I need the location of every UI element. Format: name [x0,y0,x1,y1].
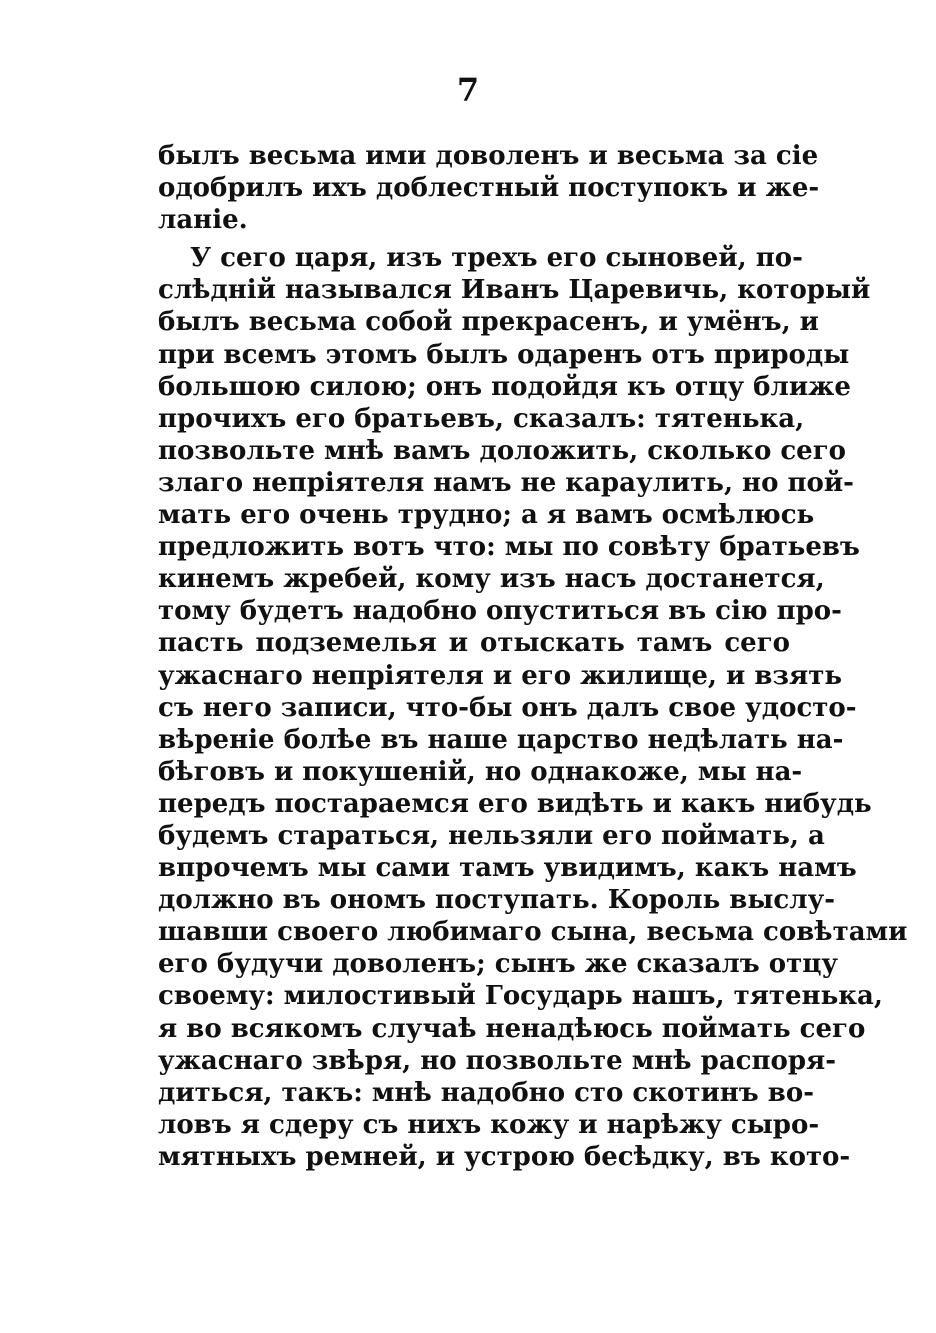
text-line: должно въ ономъ поступать. Король выслу- [158,885,836,916]
page-number: 7 [456,71,480,109]
text-line: большою силою; онъ подойдя къ отцу ближе [158,371,851,402]
body-text [158,140,908,1173]
text-line: мать его очень трудно; а я вамъ осмѣлюсь [158,500,815,531]
text-line: злаго непріятеля намъ не караулить, но пой- [158,467,854,498]
text-line: ланіе. [158,205,248,236]
text-line: ужаснаго звѣря, но позвольте мнѣ распоря- [158,1045,837,1076]
text-line: пасть подземелья и отыскать тамъ сего [158,628,790,659]
text-line: шавши своего любимаго сына, весьма совѣтами [158,917,908,948]
text-line: при всемъ этомъ былъ одаренъ отъ природы [158,339,850,370]
text-line: прочихъ его братьевъ, сказалъ: тятенька, [158,403,805,434]
text-line: впрочемъ мы сами тамъ увидимъ, какъ намъ [158,853,857,884]
text-line: мятныхъ ремней, и устрою бесѣдку, въ кото- [158,1141,851,1172]
text-line: его будучи доволенъ; сынъ же сказалъ отцу [158,949,839,980]
text-line: ужаснаго непріятеля и его жилище, и взять [158,660,842,691]
text-line: предложить вотъ что: мы по совѣту братьевъ [158,532,860,563]
text-line: былъ весьма собой прекрасенъ, и умёнъ, и [158,307,819,338]
text-line: съ него записи, что-бы онъ далъ свое удосто- [158,692,857,723]
text-line: диться, такъ: мнѣ надобно сто скотинъ во- [158,1077,815,1108]
text-line: былъ весьма ими доволенъ и весьма за сіе [158,141,819,171]
text-line: передъ постараемся его видѣть и какъ нибудь [158,788,872,819]
paragraph-1 [158,140,820,236]
text-line: слѣдній назывался Иванъ Царевичь, который [158,275,871,306]
text-line: У сего царя, изъ трехъ его сыновей, по- [190,243,803,274]
text-line: бѣговъ и покушеній, но однакоже, мы на- [158,756,803,787]
text-line: ловъ я сдеру съ нихъ кожу и нарѣжу сыро- [158,1109,820,1140]
text-line: вѣреніе болѣе въ наше царство недѣлать на- [158,724,844,755]
paragraph-2 [158,242,908,1173]
text-line: я во всякомъ случаѣ ненадѣюсь поймать сего [158,1013,866,1044]
text-line: кинемъ жребей, кому изъ насъ достанется, [158,564,825,595]
text-line: тому будетъ надобно опуститься въ сію про- [158,596,842,627]
text-line: своему: милостивый Государь нашъ, тятенька, [158,981,883,1012]
text-line: одобрилъ ихъ доблестный поступокъ и же- [158,173,820,204]
text-line: позвольте мнѣ вамъ доложить, сколько сего [158,435,846,466]
text-line: будемъ стараться, нельзяли его поймать, а [158,820,825,851]
